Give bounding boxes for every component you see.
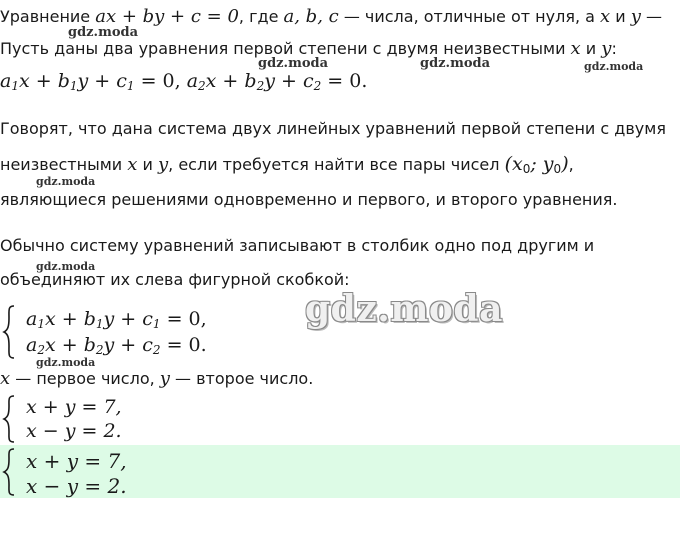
math: a, b, c bbox=[283, 6, 339, 27]
watermark-small: gdz.moda bbox=[258, 56, 329, 71]
math: b bbox=[83, 308, 96, 330]
definition-line-2 bbox=[0, 153, 574, 176]
system-equation-1 bbox=[26, 308, 207, 331]
watermark-small: gdz.moda bbox=[584, 60, 644, 73]
system-equation-2 bbox=[26, 334, 207, 357]
math: a bbox=[26, 308, 38, 330]
watermark-logo: gdz.moda bbox=[305, 288, 503, 330]
subscript: 1 bbox=[152, 317, 161, 331]
math: c bbox=[116, 70, 127, 92]
text: и bbox=[137, 155, 158, 174]
math: c bbox=[302, 70, 314, 92]
definition-line-3: являющиеся решениями одновременно и первого, и второго уравнения. bbox=[0, 190, 618, 209]
general-system bbox=[0, 304, 300, 360]
math: = 0. bbox=[321, 70, 368, 92]
text: Пусть даны два уравнения первой степени с двумя неизвестными bbox=[0, 39, 571, 58]
math: (x bbox=[504, 153, 523, 175]
math: b bbox=[244, 70, 257, 92]
math: y bbox=[601, 38, 612, 59]
definition-line-1: Говорят, что дана система двух линейных уравнений первой степени с двумя bbox=[0, 119, 666, 138]
math: ax + by + c = 0 bbox=[95, 6, 239, 27]
math: x bbox=[600, 6, 611, 27]
system-equation-1: x + y = 7, bbox=[26, 396, 122, 418]
text: — второе число. bbox=[169, 369, 314, 388]
watermark-small: gdz.moda bbox=[420, 56, 491, 71]
math: a bbox=[0, 70, 12, 92]
watermark-small: gdz.moda bbox=[36, 356, 96, 369]
system-equation-2: x − y = 2. bbox=[26, 474, 127, 498]
math: = 0, bbox=[160, 308, 207, 330]
math: x bbox=[0, 368, 11, 389]
text: и bbox=[610, 7, 631, 26]
subscript: 1 bbox=[11, 79, 19, 93]
example-system bbox=[0, 394, 200, 444]
math: a bbox=[26, 334, 38, 356]
notation-line-2: объединяют их слева фигурной скобкой: bbox=[0, 270, 350, 289]
subscript: 2 bbox=[152, 343, 161, 357]
system-equation-2: x − y = 2. bbox=[26, 420, 122, 442]
subscript: 1 bbox=[126, 79, 135, 93]
watermark-small: gdz.moda bbox=[36, 175, 96, 188]
text: — bbox=[640, 7, 663, 26]
math: x + bbox=[205, 70, 245, 92]
subscript: 1 bbox=[95, 317, 104, 331]
subscript: 1 bbox=[69, 79, 78, 93]
subscript: 2 bbox=[95, 343, 104, 357]
subscript: 0 bbox=[522, 162, 531, 176]
text: Уравнение bbox=[0, 7, 96, 26]
equations-inline bbox=[0, 70, 367, 93]
subscript: 2 bbox=[198, 79, 206, 93]
subscript: 2 bbox=[256, 79, 265, 93]
math: x bbox=[127, 154, 138, 175]
curly-brace-icon bbox=[2, 447, 16, 497]
math: b bbox=[83, 334, 96, 356]
watermark-small: gdz.moda bbox=[68, 25, 139, 40]
text: и bbox=[580, 39, 602, 58]
text: : bbox=[611, 39, 617, 58]
math: = 0. bbox=[160, 334, 207, 356]
text: — числа, отличные от нуля, а bbox=[338, 7, 601, 26]
math: b bbox=[57, 70, 70, 92]
text: , если требуется найти все пары чисел bbox=[168, 155, 505, 174]
math: x bbox=[570, 38, 581, 59]
notation-line-1: Обычно систему уравнений записывают в столбик одно под другим и bbox=[0, 236, 595, 255]
math: y bbox=[159, 368, 170, 389]
math: y bbox=[157, 154, 169, 175]
math: y + bbox=[103, 308, 143, 330]
math: c bbox=[142, 334, 153, 356]
subscript: 1 bbox=[37, 317, 45, 331]
math: x + bbox=[18, 70, 58, 92]
answer-system bbox=[0, 447, 200, 497]
variables-note bbox=[0, 368, 313, 390]
curly-brace-icon bbox=[2, 394, 16, 444]
math: a bbox=[186, 70, 199, 92]
subscript: 2 bbox=[313, 79, 322, 93]
text: , bbox=[568, 155, 574, 174]
math: y bbox=[630, 6, 641, 27]
math: x + bbox=[44, 308, 84, 330]
text: — первое число, bbox=[10, 369, 160, 388]
math: x + bbox=[44, 334, 84, 356]
subscript: 2 bbox=[37, 343, 45, 357]
text: , где bbox=[238, 7, 284, 26]
math: y + bbox=[103, 334, 143, 356]
curly-brace-icon bbox=[2, 304, 16, 360]
math: y + bbox=[264, 70, 303, 92]
math: ) bbox=[561, 153, 569, 175]
math: y + bbox=[77, 70, 117, 92]
watermark-small: gdz.moda bbox=[36, 260, 96, 273]
system-equation-1: x + y = 7, bbox=[26, 449, 127, 473]
math: ; y bbox=[530, 153, 554, 175]
subscript: 0 bbox=[553, 162, 562, 176]
text: неизвестными bbox=[0, 155, 128, 174]
math: = 0, bbox=[134, 70, 187, 92]
math: c bbox=[142, 308, 153, 330]
